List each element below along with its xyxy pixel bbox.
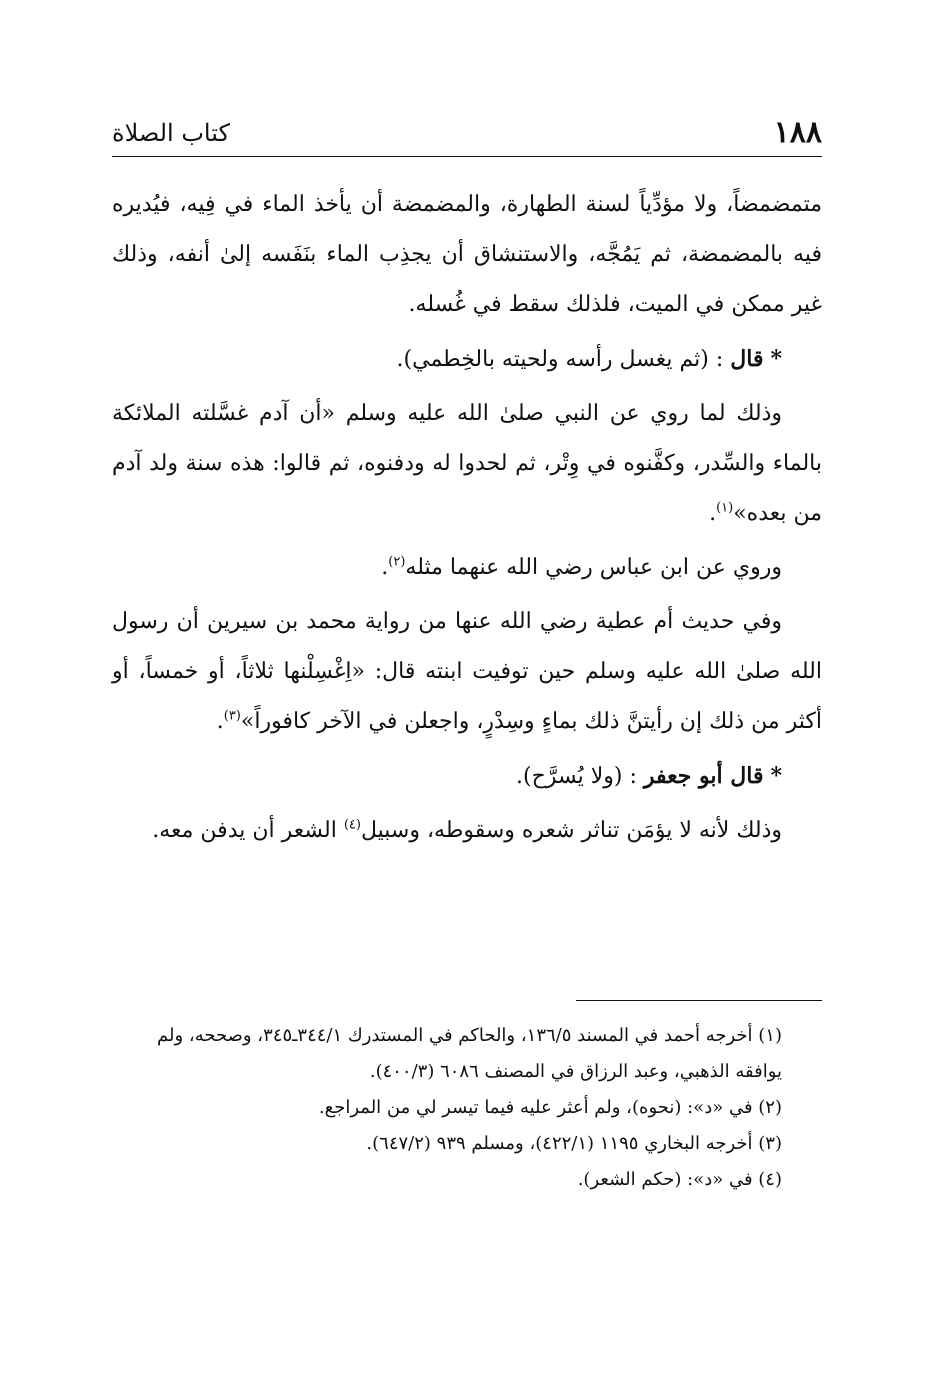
footnotes xyxy=(112,1018,822,1198)
paragraph-5-text: وفي حديث أم عطية رضي الله عنها من رواية محمد بن سيرين أن رسول الله صلىٰ الله عليه وسلم حين توفيت ابنته قال: «اِغْسِلْنها ثلاثاً، أو خمساً، أو أكثر من ذلك إن رأيتنَّ ذلك بماءٍ وسِدْرٍ، واجعلن في الآخر كافوراً» xyxy=(112,609,822,734)
paragraph-3-end: . xyxy=(709,501,717,526)
paragraph-4 xyxy=(112,543,822,593)
paragraph-quote-2 xyxy=(112,751,822,802)
footnote-divider xyxy=(576,1000,822,1001)
main-text xyxy=(112,180,822,860)
quote-text: : (ولا يُسرَّح). xyxy=(516,764,637,789)
paragraph-4-end: . xyxy=(381,555,389,580)
page-number: ١٨٨ xyxy=(773,115,822,150)
quote-label: قال xyxy=(730,346,764,372)
footnote-ref-3[interactable]: (٣) xyxy=(223,708,241,724)
star-marker: * xyxy=(770,763,782,789)
footnote-ref-4[interactable]: (٤) xyxy=(343,817,361,833)
paragraph-3 xyxy=(112,389,822,539)
running-title: كتاب الصلاة xyxy=(112,119,230,147)
page-header xyxy=(112,112,822,157)
paragraph-quote-1 xyxy=(112,334,822,385)
star-marker: * xyxy=(770,346,782,372)
footnote-2: (٢) في «د»: (نحوه)، ولم أعثر عليه فيما تيسر لي من المراجع. xyxy=(318,1097,782,1118)
paragraph-3-text: وذلك لما روي عن النبي صلىٰ الله عليه وسلم «أن آدم غسَّلته الملائكة بالماء والسِّدر، وكفَّنوه في وِتْر، ثم لحدوا له ودفنوه، ثم قالوا: هذه سنة ولد آدم من بعده» xyxy=(112,401,822,526)
quote-text: : (ثم يغسل رأسه ولحيته بالخِطمي). xyxy=(396,347,724,372)
footnote-1: (١) أخرجه أحمد في المسند ١٣٦/٥، والحاكم في المستدرك ٣٤٤/١ـ٣٤٥، وصححه، ولم يوافقه الذهبي، وعبد الرزاق في المصنف ٦٠٨٦ (٤٠٠/٣). xyxy=(157,1025,782,1082)
paragraph-5 xyxy=(112,597,822,747)
footnote-3: (٣) أخرجه البخاري ١١٩٥ (٤٢٢/١)، ومسلم ٩٣٩ (٦٤٧/٢). xyxy=(366,1133,782,1154)
paragraph-7-text-b: الشعر أن يدفن معه. xyxy=(152,818,344,843)
footnote-ref-1[interactable]: (١) xyxy=(716,500,734,516)
quote-label: قال أبو جعفر xyxy=(643,763,764,789)
paragraph-7-text-a: وذلك لأنه لا يؤمَن تناثر شعره وسقوطه، وسبيل xyxy=(360,818,782,843)
footnote-4: (٤) في «د»: (حكم الشعر). xyxy=(577,1169,782,1190)
paragraph-7 xyxy=(112,806,822,856)
paragraph-4-text: وروي عن ابن عباس رضي الله عنهما مثله xyxy=(405,555,782,580)
footnote-ref-2[interactable]: (٢) xyxy=(388,554,406,570)
paragraph-5-end: . xyxy=(216,709,224,734)
paragraph-1: متمضمضاً، ولا مؤدِّياً لسنة الطهارة، والمضمضة أن يأخذ الماء في فِيه، فيُديره فيه بالمضمضة، ثم يَمُجَّه، والاستنشاق أن يجذِب الماء بنَفَسه إلىٰ أنفه، وذلك غير ممكن في الميت، فلذلك سقط في غُسله. xyxy=(112,192,822,317)
